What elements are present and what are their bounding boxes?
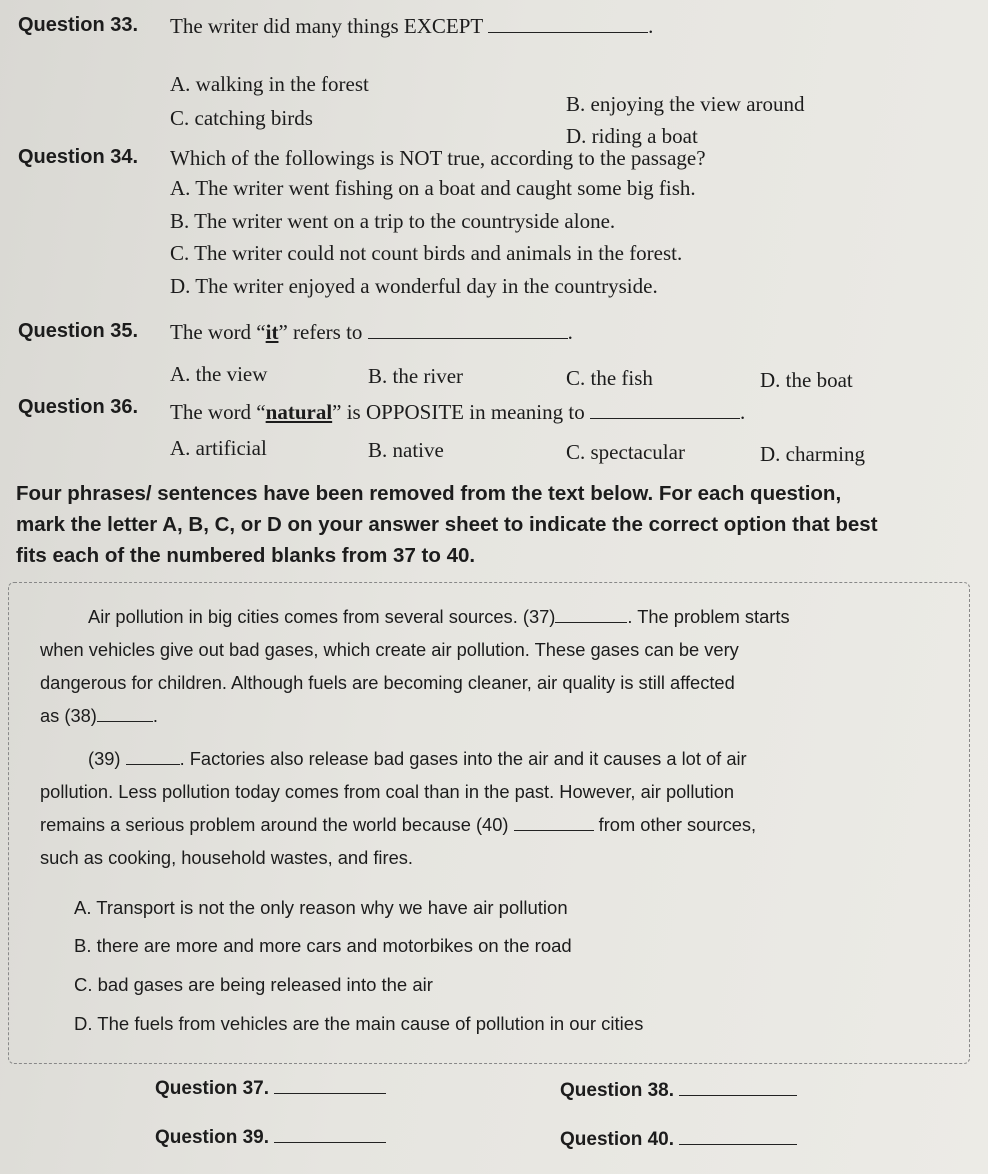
passage-text: . xyxy=(152,705,158,726)
q36-option-a[interactable]: A. artificial xyxy=(170,436,267,460)
q33-stem: The writer did many things EXCEPT . xyxy=(170,14,654,38)
passage-option-b[interactable]: B. there are more and more cars and motorbikes on the road xyxy=(74,935,572,956)
q36-option-c[interactable]: C. spectacular xyxy=(566,440,685,464)
answer-q39-blank[interactable] xyxy=(274,1142,386,1143)
answer-q39 xyxy=(155,1127,386,1149)
passage-option-c[interactable]: C. bad gases are being released into the air xyxy=(74,974,433,995)
blank-38[interactable] xyxy=(97,721,153,722)
passage-text: . Factories also release bad gases into the air and it causes a lot of air xyxy=(179,748,747,769)
passage-line: when vehicles give out bad gases, which create air pollution. These gases can be very xyxy=(40,639,739,660)
passage-line: dangerous for children. Although fuels are becoming cleaner, air quality is still affected xyxy=(40,672,735,693)
q34-label: Question 34. xyxy=(18,146,139,168)
q33-option-b[interactable]: B. enjoying the view around xyxy=(566,92,805,116)
q35-option-d[interactable]: D. the boat xyxy=(760,368,853,392)
passage-text: (39) xyxy=(88,748,121,769)
passage-text: remains a serious problem around the world because (40) xyxy=(40,814,509,835)
q35-blank[interactable] xyxy=(368,338,568,339)
q36-word: natural xyxy=(265,400,333,424)
passage-line: pollution. Less pollution today comes from coal than in the past. However, air pollution xyxy=(40,781,735,802)
q34-option-a[interactable]: A. The writer went fishing on a boat and caught some big fish. xyxy=(170,176,696,200)
blank-40[interactable] xyxy=(514,830,594,831)
blank-39[interactable] xyxy=(126,764,180,765)
answer-q37-blank[interactable] xyxy=(274,1093,386,1094)
q35-option-a[interactable]: A. the view xyxy=(170,362,268,386)
q35-stem-after: ” refers to xyxy=(278,320,363,344)
answer-q38-label: Question 38. xyxy=(560,1080,675,1101)
passage-line xyxy=(40,808,790,841)
answer-q37 xyxy=(155,1078,386,1100)
answer-q40-blank[interactable] xyxy=(679,1144,797,1145)
instructions-line-1: Four phrases/ sentences have been removed from the text below. For each question, xyxy=(16,482,842,505)
q33-label: Question 33. xyxy=(18,14,139,36)
answer-q37-label: Question 37. xyxy=(155,1078,270,1099)
q35-stem-before: The word “ xyxy=(170,320,266,344)
answer-q40 xyxy=(560,1129,797,1151)
q36-stem: The word “natural” is OPPOSITE in meaning to . xyxy=(170,400,746,424)
q33-blank[interactable] xyxy=(488,32,648,33)
q34-stem: Which of the followings is NOT true, according to the passage? xyxy=(170,146,706,170)
q35-option-b[interactable]: B. the river xyxy=(368,364,464,388)
q33-option-d[interactable]: D. riding a boat xyxy=(566,124,698,148)
passage-line xyxy=(40,600,790,633)
q36-stem-before: The word “ xyxy=(170,400,266,424)
blank-37[interactable] xyxy=(555,622,627,623)
answer-q40-label: Question 40. xyxy=(560,1129,675,1150)
passage xyxy=(40,600,790,874)
passage-text: . The problem starts xyxy=(627,606,790,627)
q36-option-b[interactable]: B. native xyxy=(368,438,444,462)
q35-word: it xyxy=(265,320,279,344)
q34-option-d[interactable]: D. The writer enjoyed a wonderful day in the countryside. xyxy=(170,274,658,298)
q34-option-c[interactable]: C. The writer could not count birds and animals in the forest. xyxy=(170,241,683,265)
q36-blank[interactable] xyxy=(590,418,740,419)
passage-text: from other sources, xyxy=(598,814,757,835)
answer-q39-label: Question 39. xyxy=(155,1127,270,1148)
instructions xyxy=(16,478,878,571)
q35-stem: The word “it” refers to . xyxy=(170,320,573,344)
q33-option-c[interactable]: C. catching birds xyxy=(170,106,313,130)
answer-q38-blank[interactable] xyxy=(679,1095,797,1096)
q35-option-c[interactable]: C. the fish xyxy=(566,366,653,390)
passage-line xyxy=(40,699,790,732)
q36-option-d[interactable]: D. charming xyxy=(760,442,865,466)
q33-option-a[interactable]: A. walking in the forest xyxy=(170,72,369,96)
passage-line: such as cooking, household wastes, and fires. xyxy=(40,847,413,868)
instructions-line-3: fits each of the numbered blanks from 37 to 40. xyxy=(16,544,476,567)
answer-q38 xyxy=(560,1080,797,1102)
q34-option-b[interactable]: B. The writer went on a trip to the countryside alone. xyxy=(170,209,616,233)
passage-option-d[interactable]: D. The fuels from vehicles are the main cause of pollution in our cities xyxy=(74,1013,644,1034)
q33-stem-text: The writer did many things EXCEPT xyxy=(170,14,483,38)
passage-option-a[interactable]: A. Transport is not the only reason why we have air pollution xyxy=(74,897,568,918)
q35-label: Question 35. xyxy=(18,320,139,342)
instructions-line-2: mark the letter A, B, C, or D on your answer sheet to indicate the correct option that best xyxy=(16,513,878,536)
passage-text: Air pollution in big cities comes from several sources. (37) xyxy=(88,606,556,627)
q36-stem-after: ” is OPPOSITE in meaning to xyxy=(332,400,585,424)
q36-label: Question 36. xyxy=(18,396,139,418)
passage-line xyxy=(40,742,790,775)
passage-text: as (38) xyxy=(40,705,97,726)
